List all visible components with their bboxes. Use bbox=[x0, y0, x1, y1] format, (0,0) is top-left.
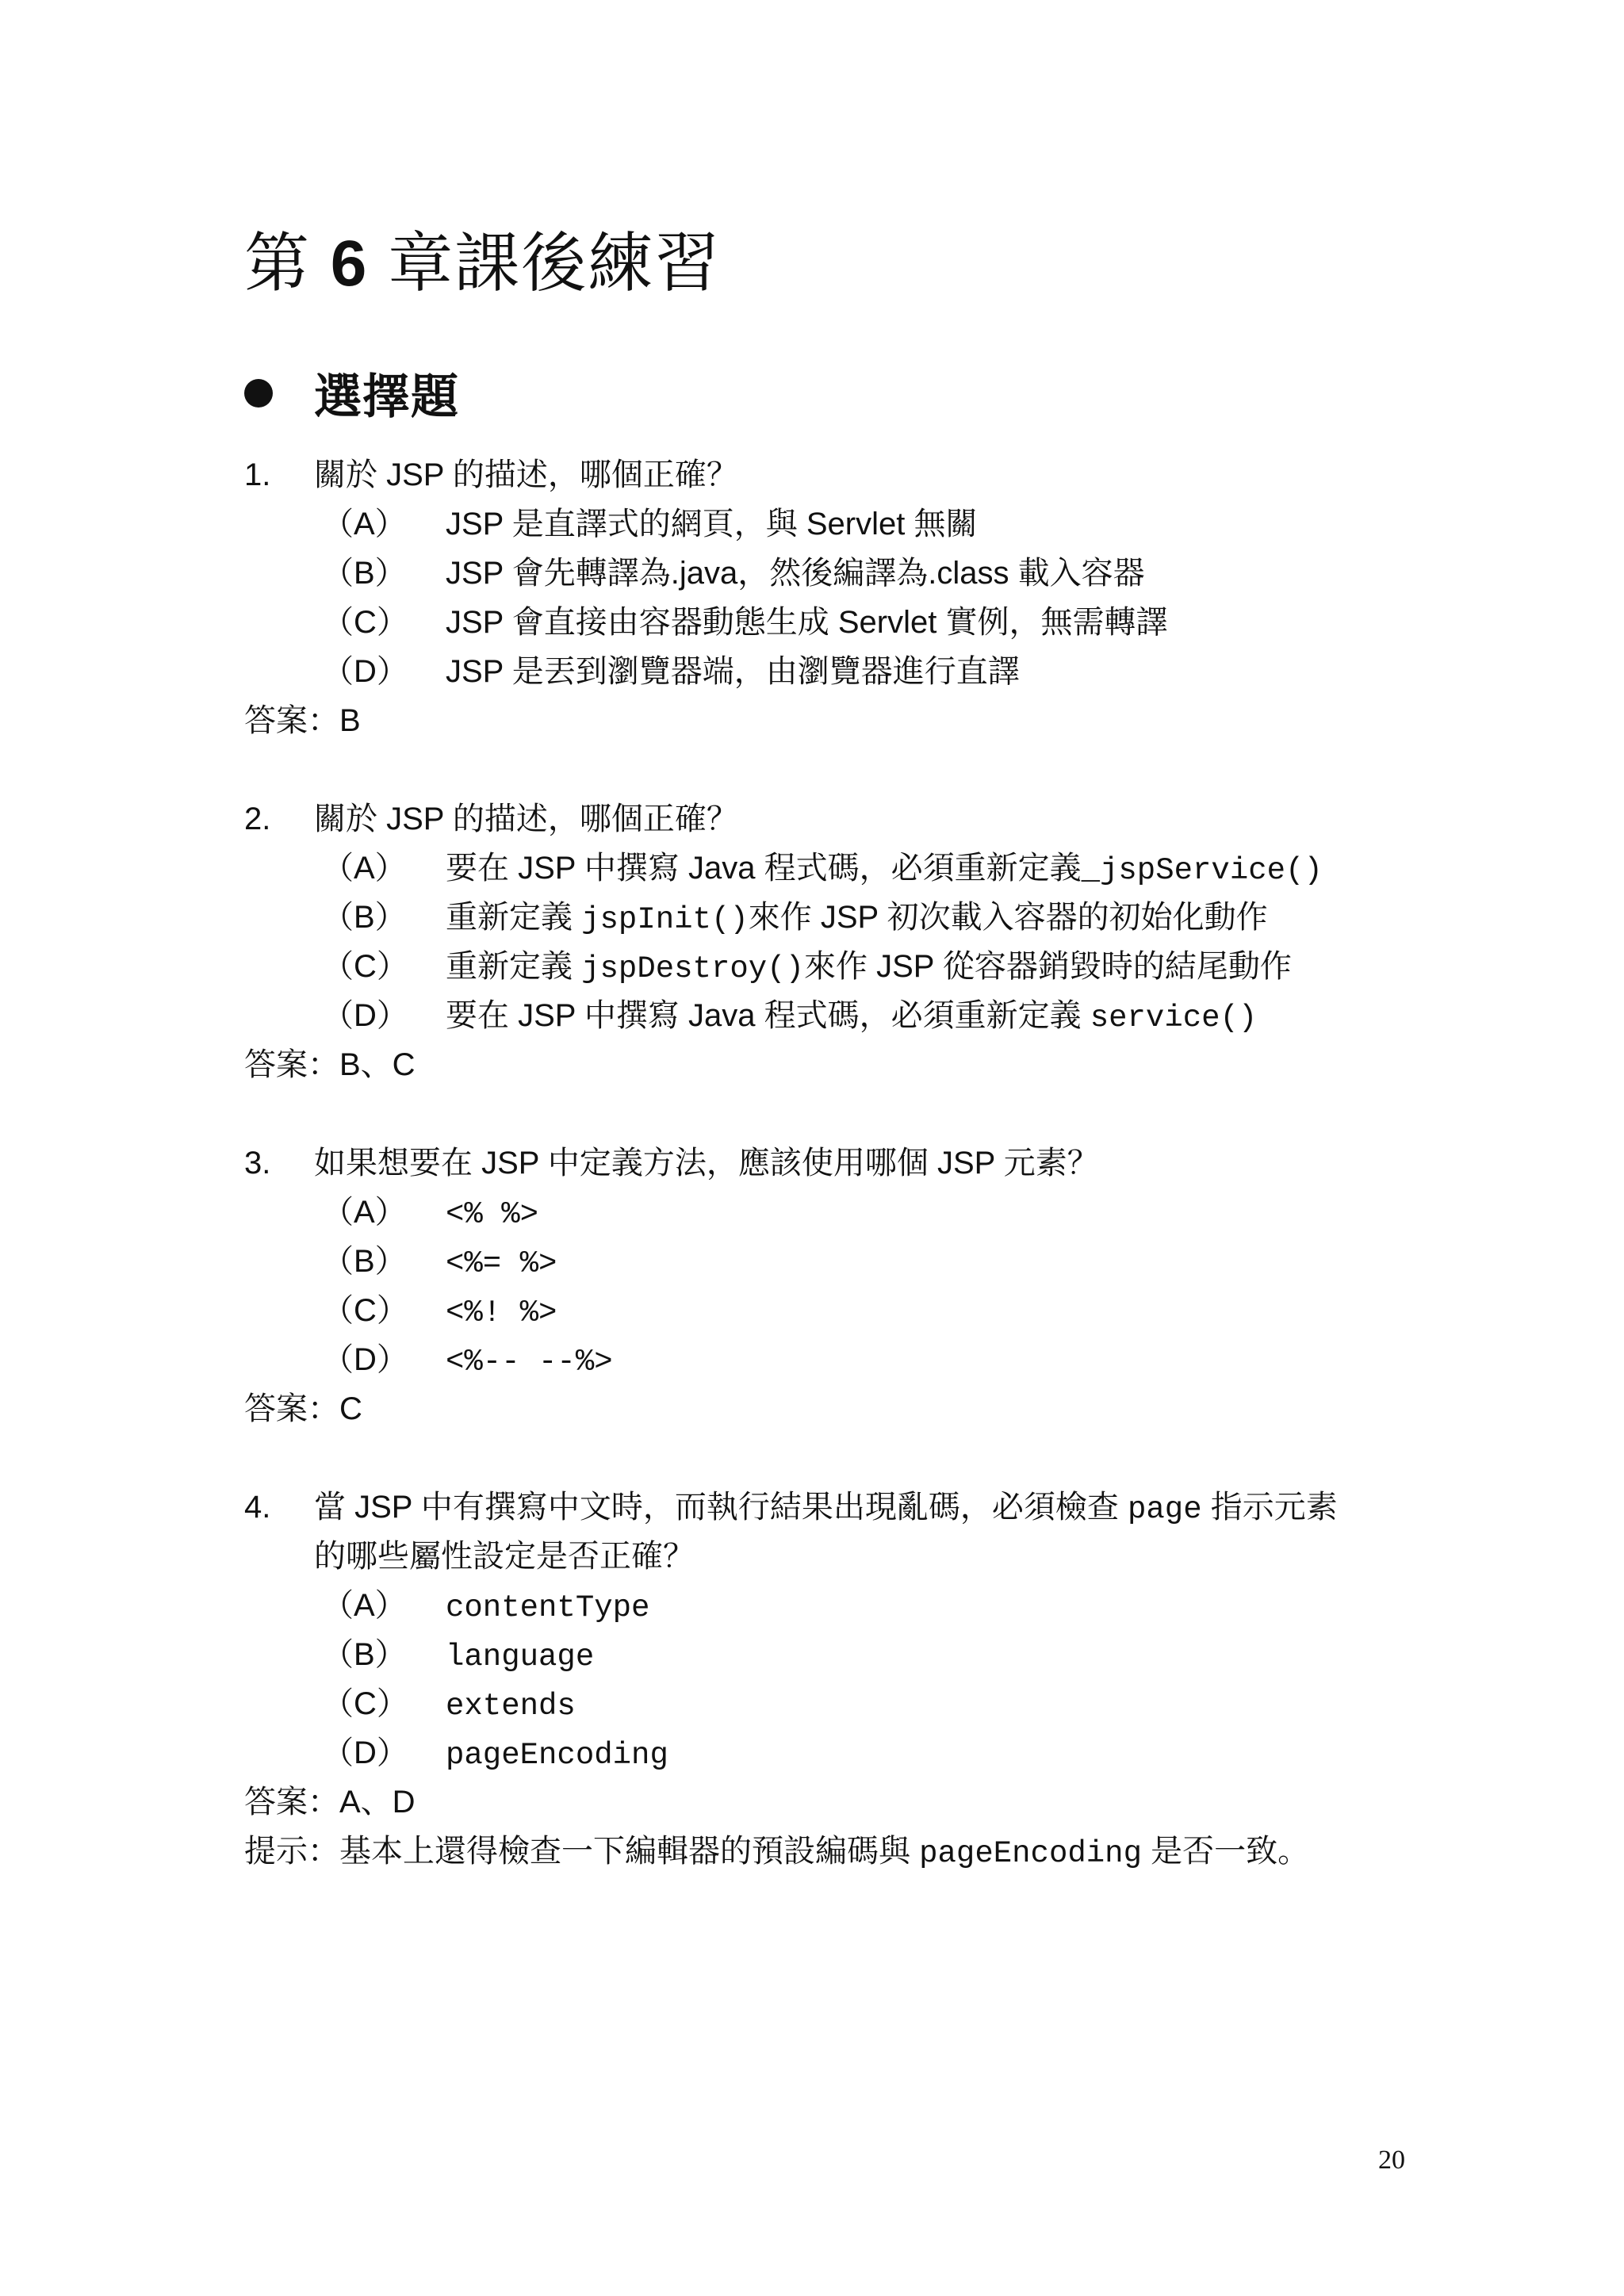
option-text bbox=[446, 1581, 649, 1630]
option-label: （D） bbox=[322, 998, 408, 1033]
option-label: （C） bbox=[322, 1293, 408, 1328]
option-text: 來作 JSP 從容器銷毀時的結尾動作 bbox=[803, 949, 1292, 984]
option-item bbox=[244, 1728, 1402, 1777]
option-text: JSP 會直接由容器動態生成 Servlet 實例，無需轉譯 bbox=[446, 605, 1168, 640]
option-item bbox=[244, 499, 1402, 549]
option-text bbox=[446, 1237, 557, 1286]
option-label: （B） bbox=[322, 1244, 407, 1279]
question-number: 3. bbox=[244, 1146, 271, 1181]
option-text bbox=[446, 1335, 613, 1384]
question-stem-continued bbox=[244, 1532, 1402, 1581]
question-text bbox=[314, 1483, 1338, 1532]
option-code: pageEncoding bbox=[446, 1738, 668, 1773]
stem-code: page bbox=[1127, 1492, 1202, 1527]
option-text bbox=[446, 499, 977, 549]
option-text bbox=[446, 942, 1292, 991]
option-item bbox=[244, 647, 1402, 696]
option-text bbox=[446, 1679, 576, 1728]
option-text: 來作 JSP 初次載入容器的初始化動作 bbox=[748, 900, 1268, 935]
chapter-number: 6 bbox=[330, 228, 369, 300]
option-text bbox=[446, 598, 1167, 647]
hint-text: 提示：基本上還得檢查一下編輯器的預設編碼與 bbox=[244, 1834, 920, 1869]
option-label: （D） bbox=[322, 1342, 408, 1377]
question-item bbox=[244, 1483, 1402, 1876]
option-code: extends bbox=[446, 1689, 576, 1724]
question-number: 4. bbox=[244, 1490, 271, 1525]
question-number: 2. bbox=[244, 802, 271, 836]
option-text: 要在 JSP 中撰寫 Java 程式碼，必須重新定義 bbox=[446, 998, 1090, 1033]
hint-text bbox=[244, 1827, 1402, 1876]
hint-code: pageEncoding bbox=[919, 1836, 1142, 1871]
option-code: language bbox=[446, 1640, 595, 1674]
question-text bbox=[314, 450, 738, 499]
option-text bbox=[446, 1286, 557, 1335]
option-text bbox=[446, 893, 1268, 942]
answer-text: 答案：B bbox=[244, 703, 361, 738]
option-item bbox=[244, 991, 1402, 1040]
option-item bbox=[244, 549, 1402, 598]
question-item bbox=[244, 1138, 1402, 1433]
option-item bbox=[244, 844, 1402, 893]
option-item bbox=[244, 1679, 1402, 1728]
question-number: 1. bbox=[244, 457, 271, 492]
option-label: （C） bbox=[322, 1686, 408, 1721]
option-code: <%! %> bbox=[446, 1295, 557, 1330]
option-item bbox=[244, 1237, 1402, 1286]
option-text: JSP 是丟到瀏覽器端，由瀏覽器進行直譯 bbox=[446, 654, 1020, 689]
option-item bbox=[244, 1286, 1402, 1335]
option-text bbox=[446, 1188, 538, 1237]
option-text: JSP 是直譯式的網頁，與 Servlet 無關 bbox=[446, 507, 978, 541]
option-label: （A） bbox=[322, 851, 407, 886]
question-text bbox=[314, 794, 738, 844]
option-item bbox=[244, 1188, 1402, 1237]
option-text bbox=[446, 647, 1020, 696]
option-label: （B） bbox=[322, 556, 407, 591]
option-text bbox=[446, 549, 1145, 598]
option-label: （C） bbox=[322, 605, 408, 640]
option-code: <% %> bbox=[446, 1197, 539, 1232]
option-label: （B） bbox=[322, 1637, 407, 1672]
option-text: 要在 JSP 中撰寫 Java 程式碼，必須重新定義 bbox=[446, 851, 1082, 886]
option-item bbox=[244, 1581, 1402, 1630]
stem-text: 的哪些屬性設定是否正確？ bbox=[314, 1539, 695, 1574]
option-item bbox=[244, 1335, 1402, 1384]
option-label: （B） bbox=[322, 900, 407, 935]
answer-text: 答案：B、C bbox=[244, 1047, 416, 1082]
page-number: 20 bbox=[1378, 2145, 1405, 2175]
option-text: 重新定義 bbox=[446, 900, 582, 935]
option-label: （D） bbox=[322, 1735, 408, 1770]
option-text bbox=[446, 991, 1257, 1040]
question-item bbox=[244, 794, 1402, 1089]
option-code: _jspService() bbox=[1081, 853, 1323, 888]
section-heading-text: 選擇題 bbox=[314, 370, 459, 423]
answer-text: 答案：C bbox=[244, 1391, 362, 1426]
question-stem bbox=[244, 1138, 1402, 1188]
chapter-title-prefix: 第 bbox=[244, 228, 331, 300]
question-stem bbox=[244, 794, 1402, 844]
option-code: jspDestroy() bbox=[581, 951, 804, 986]
option-text: 重新定義 bbox=[446, 949, 582, 984]
question-list bbox=[244, 450, 1402, 1925]
stem-text: 關於 JSP 的描述，哪個正確？ bbox=[314, 457, 738, 492]
section-heading bbox=[244, 362, 459, 425]
option-code: contentType bbox=[446, 1590, 650, 1625]
option-text bbox=[446, 844, 1323, 893]
option-code: jspInit() bbox=[581, 902, 749, 937]
option-text bbox=[446, 1728, 668, 1777]
option-text bbox=[446, 1630, 594, 1679]
option-item bbox=[244, 598, 1402, 647]
stem-text: 如果想要在 JSP 中定義方法，應該使用哪個 JSP 元素？ bbox=[314, 1146, 1099, 1181]
option-label: （D） bbox=[322, 654, 408, 689]
stem-text: 指示元素 bbox=[1201, 1490, 1338, 1525]
hint-text: 是否一致。 bbox=[1141, 1834, 1310, 1869]
bullet-icon bbox=[244, 379, 273, 408]
option-item bbox=[244, 893, 1402, 942]
option-text: JSP 會先轉譯為.java，然後編譯為.class 載入容器 bbox=[446, 556, 1145, 591]
stem-text: 關於 JSP 的描述，哪個正確？ bbox=[314, 802, 738, 836]
question-text bbox=[314, 1138, 1099, 1188]
question-stem bbox=[244, 1483, 1402, 1532]
option-label: （A） bbox=[322, 507, 407, 541]
question-item bbox=[244, 450, 1402, 745]
option-code: <%= %> bbox=[446, 1246, 557, 1281]
answer-text: 答案：A、D bbox=[244, 1785, 416, 1820]
question-stem bbox=[244, 450, 1402, 499]
chapter-title-suffix: 章課後練習 bbox=[368, 228, 722, 300]
option-label: （A） bbox=[322, 1195, 407, 1230]
option-code: <%-- --%> bbox=[446, 1345, 613, 1380]
option-code: service() bbox=[1090, 1001, 1258, 1035]
option-label: （A） bbox=[322, 1588, 407, 1623]
option-item bbox=[244, 942, 1402, 991]
stem-text: 當 JSP 中有撰寫中文時，而執行結果出現亂碼，必須檢查 bbox=[314, 1490, 1128, 1525]
chapter-title bbox=[244, 228, 721, 300]
option-item bbox=[244, 1630, 1402, 1679]
option-label: （C） bbox=[322, 949, 408, 984]
